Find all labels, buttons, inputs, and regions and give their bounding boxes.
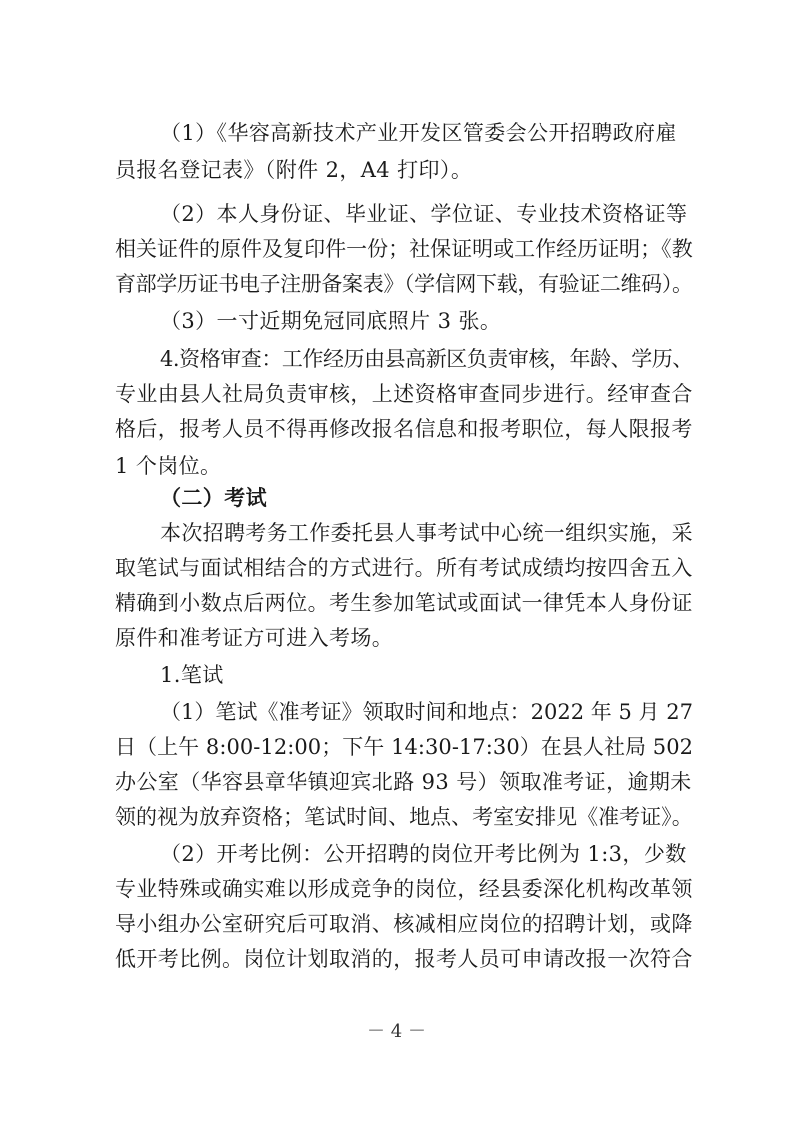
text-line: 本次招聘考务工作委托县人事考试中心统一组织实施，采 <box>160 521 693 545</box>
text-line: 领的视为放弃资格；笔试时间、地点、考室安排见《准考证》。 <box>115 805 693 829</box>
text-line: （1）《华容高新技术产业开发区管委会公开招聘政府雇 <box>160 121 677 145</box>
text-line: 精确到小数点后两位。考生参加笔试或面试一律凭本人身份证 <box>115 591 693 615</box>
text-line: 原件和准考证方可进入考场。 <box>115 626 394 650</box>
text-line: 低开考比例。岗位计划取消的，报考人员可申请改报一次符合 <box>115 947 693 971</box>
text-line: （2）本人身份证、毕业证、学位证、专业技术资格证等 <box>160 202 688 226</box>
text-line: （3）一寸近期免冠同底照片 3 张。 <box>160 309 502 333</box>
text-line: 育部学历证书电子注册备案表》（学信网下载，有验证二维码）。 <box>115 272 693 296</box>
text-line: （2）开考比例：公开招聘的岗位开考比例为 1:3，少数 <box>160 842 687 866</box>
subsection-heading: 1.笔试 <box>160 663 224 687</box>
text-line: （1）笔试《准考证》领取时间和地点：2022 年 5 月 27 <box>160 700 693 724</box>
text-line: 导小组办公室研究后可取消、核减相应岗位的招聘计划，或降 <box>115 912 693 936</box>
text-line: 相关证件的原件及复印件一份；社保证明或工作经历证明；《教 <box>115 237 693 261</box>
text-line: 格后，报考人员不得再修改报名信息和报考职位，每人限报考 <box>115 417 693 441</box>
section-heading: （二）考试 <box>160 485 267 510</box>
text-line: 员报名登记表》（附件 2，A4 打印）。 <box>115 158 473 182</box>
text-line: 办公室（华容县章华镇迎宾北路 93 号）领取准考证，逾期未 <box>115 770 692 794</box>
page-number: － 4 － <box>367 1021 426 1042</box>
text-line: 专业由县人社局负责审核，上述资格审查同步进行。经审查合 <box>115 382 693 406</box>
text-line: 取笔试与面试相结合的方式进行。所有考试成绩均按四舍五入 <box>115 556 693 580</box>
text-line: 日（上午 8:00-12:00；下午 14:30-17:30）在县人社局 502 <box>115 735 694 759</box>
text-line: 4.资格审查：工作经历由县高新区负责审核，年龄、学历、 <box>160 347 693 371</box>
text-line: 专业特殊或确实难以形成竞争的岗位，经县委深化机构改革领 <box>115 877 693 901</box>
text-line: 1 个岗位。 <box>115 454 222 478</box>
